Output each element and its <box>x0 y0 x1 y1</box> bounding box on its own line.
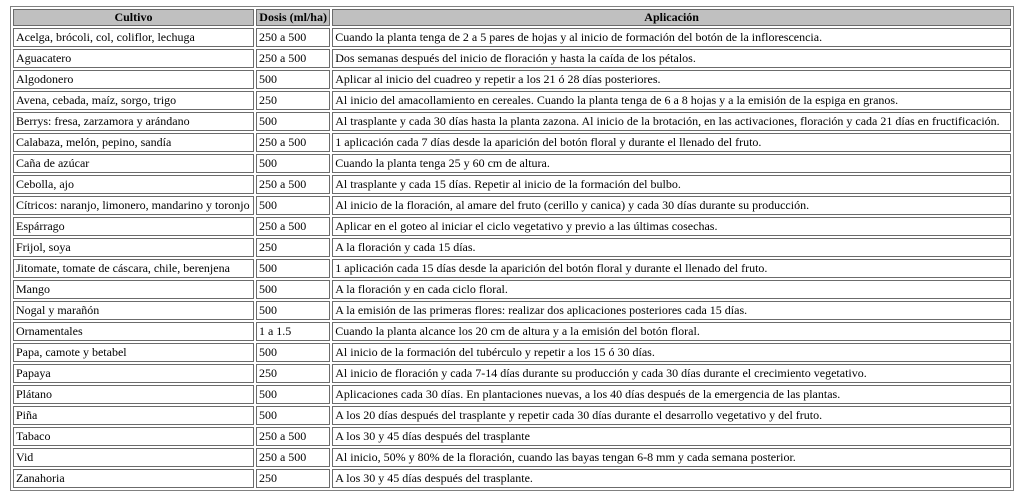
cell-aplicacion: A los 30 y 45 días después del trasplante <box>332 427 1011 446</box>
table-row <box>13 364 1011 383</box>
cell-cultivo: Espárrago <box>13 217 254 236</box>
header-dosis: Dosis (ml/ha) <box>256 9 330 26</box>
cell-aplicacion: A los 20 días después del trasplante y repetir cada 30 días durante el desarrollo vegetativo y del fruto. <box>332 406 1011 425</box>
header-aplicacion: Aplicación <box>332 9 1011 26</box>
cell-dosis: 500 <box>256 154 330 173</box>
table-row <box>13 70 1011 89</box>
table-body <box>13 28 1011 488</box>
table-row <box>13 28 1011 47</box>
cell-cultivo: Papa, camote y betabel <box>13 343 254 362</box>
cell-cultivo: Calabaza, melón, pepino, sandía <box>13 133 254 152</box>
cell-aplicacion: Dos semanas después del inicio de floración y hasta la caída de los pétalos. <box>332 49 1011 68</box>
table-row <box>13 385 1011 404</box>
cell-cultivo: Acelga, brócoli, col, coliflor, lechuga <box>13 28 254 47</box>
cell-cultivo: Tabaco <box>13 427 254 446</box>
table-header <box>13 9 1011 26</box>
cell-cultivo: Jitomate, tomate de cáscara, chile, berenjena <box>13 259 254 278</box>
cell-dosis: 500 <box>256 301 330 320</box>
cell-cultivo: Mango <box>13 280 254 299</box>
cell-dosis: 250 a 500 <box>256 133 330 152</box>
cell-dosis: 250 a 500 <box>256 427 330 446</box>
cell-cultivo: Plátano <box>13 385 254 404</box>
cell-dosis: 250 <box>256 91 330 110</box>
cell-dosis: 250 <box>256 469 330 488</box>
cell-dosis: 500 <box>256 70 330 89</box>
table-row <box>13 217 1011 236</box>
cell-dosis: 250 <box>256 364 330 383</box>
table-row <box>13 91 1011 110</box>
cell-dosis: 500 <box>256 196 330 215</box>
cell-cultivo: Avena, cebada, maíz, sorgo, trigo <box>13 91 254 110</box>
cell-cultivo: Nogal y marañón <box>13 301 254 320</box>
table-row <box>13 49 1011 68</box>
cell-aplicacion: Aplicar en el goteo al iniciar el ciclo vegetativo y previo a las últimas cosechas. <box>332 217 1011 236</box>
header-cultivo: Cultivo <box>13 9 254 26</box>
table-row <box>13 322 1011 341</box>
table-row <box>13 343 1011 362</box>
crop-dosage-table <box>10 6 1014 491</box>
cell-cultivo: Cítricos: naranjo, limonero, mandarino y toronjo <box>13 196 254 215</box>
cell-aplicacion: Al trasplante y cada 30 días hasta la planta zazona. Al inicio de la brotación, en las activaciones, floración y cada 21 días en fructificación. <box>332 112 1011 131</box>
cell-dosis: 500 <box>256 406 330 425</box>
cell-dosis: 250 a 500 <box>256 448 330 467</box>
table-row <box>13 112 1011 131</box>
cell-aplicacion: A los 30 y 45 días después del trasplante. <box>332 469 1011 488</box>
table-row <box>13 175 1011 194</box>
cell-dosis: 1 a 1.5 <box>256 322 330 341</box>
cell-aplicacion: Al inicio de la formación del tubérculo y repetir a los 15 ó 30 días. <box>332 343 1011 362</box>
cell-cultivo: Caña de azúcar <box>13 154 254 173</box>
cell-cultivo: Algodonero <box>13 70 254 89</box>
table-row <box>13 406 1011 425</box>
cell-aplicacion: Al inicio, 50% y 80% de la floración, cuando las bayas tengan 6-8 mm y cada semana posterior. <box>332 448 1011 467</box>
cell-aplicacion: Cuando la planta tenga de 2 a 5 pares de hojas y al inicio de formación del botón de la inflorescencia. <box>332 28 1011 47</box>
cell-dosis: 250 a 500 <box>256 175 330 194</box>
cell-aplicacion: Cuando la planta alcance los 20 cm de altura y a la emisión del botón floral. <box>332 322 1011 341</box>
table-row <box>13 259 1011 278</box>
cell-aplicacion: 1 aplicación cada 7 días desde la aparición del botón floral y durante el llenado del fruto. <box>332 133 1011 152</box>
cell-aplicacion: Al inicio de floración y cada 7-14 días durante su producción y cada 30 días durante el crecimiento vegetativo. <box>332 364 1011 383</box>
cell-dosis: 250 a 500 <box>256 49 330 68</box>
cell-cultivo: Zanahoria <box>13 469 254 488</box>
header-row <box>13 9 1011 26</box>
cell-cultivo: Berrys: fresa, zarzamora y arándano <box>13 112 254 131</box>
cell-cultivo: Ornamentales <box>13 322 254 341</box>
table-row <box>13 196 1011 215</box>
table-row <box>13 301 1011 320</box>
table-row <box>13 154 1011 173</box>
table-row <box>13 448 1011 467</box>
cell-aplicacion: Cuando la planta tenga 25 y 60 cm de altura. <box>332 154 1011 173</box>
cell-dosis: 500 <box>256 112 330 131</box>
cell-aplicacion: Al trasplante y cada 15 días. Repetir al inicio de la formación del bulbo. <box>332 175 1011 194</box>
cell-cultivo: Aguacatero <box>13 49 254 68</box>
table-row <box>13 427 1011 446</box>
cell-dosis: 500 <box>256 385 330 404</box>
cell-aplicacion: A la floración y en cada ciclo floral. <box>332 280 1011 299</box>
cell-aplicacion: Al inicio de la floración, al amare del fruto (cerillo y canica) y cada 30 días durante su producción. <box>332 196 1011 215</box>
cell-dosis: 250 a 500 <box>256 28 330 47</box>
cell-cultivo: Cebolla, ajo <box>13 175 254 194</box>
table-row <box>13 133 1011 152</box>
cell-aplicacion: A la emisión de las primeras flores: realizar dos aplicaciones posteriores cada 15 días. <box>332 301 1011 320</box>
cell-dosis: 500 <box>256 259 330 278</box>
cell-cultivo: Frijol, soya <box>13 238 254 257</box>
cell-dosis: 250 <box>256 238 330 257</box>
cell-aplicacion: A la floración y cada 15 días. <box>332 238 1011 257</box>
crop-table-container <box>10 6 1014 491</box>
cell-dosis: 500 <box>256 343 330 362</box>
cell-aplicacion: 1 aplicación cada 15 días desde la aparición del botón floral y durante el llenado del fruto. <box>332 259 1011 278</box>
cell-cultivo: Vid <box>13 448 254 467</box>
cell-aplicacion: Aplicaciones cada 30 días. En plantaciones nuevas, a los 40 días después de la emergencia de las plantas. <box>332 385 1011 404</box>
table-row <box>13 280 1011 299</box>
cell-dosis: 250 a 500 <box>256 217 330 236</box>
cell-cultivo: Piña <box>13 406 254 425</box>
cell-cultivo: Papaya <box>13 364 254 383</box>
cell-dosis: 500 <box>256 280 330 299</box>
table-row <box>13 469 1011 488</box>
cell-aplicacion: Al inicio del amacollamiento en cereales. Cuando la planta tenga de 6 a 8 hojas y a la emisión de la espiga en granos. <box>332 91 1011 110</box>
cell-aplicacion: Aplicar al inicio del cuadreo y repetir a los 21 ó 28 días posteriores. <box>332 70 1011 89</box>
table-row <box>13 238 1011 257</box>
